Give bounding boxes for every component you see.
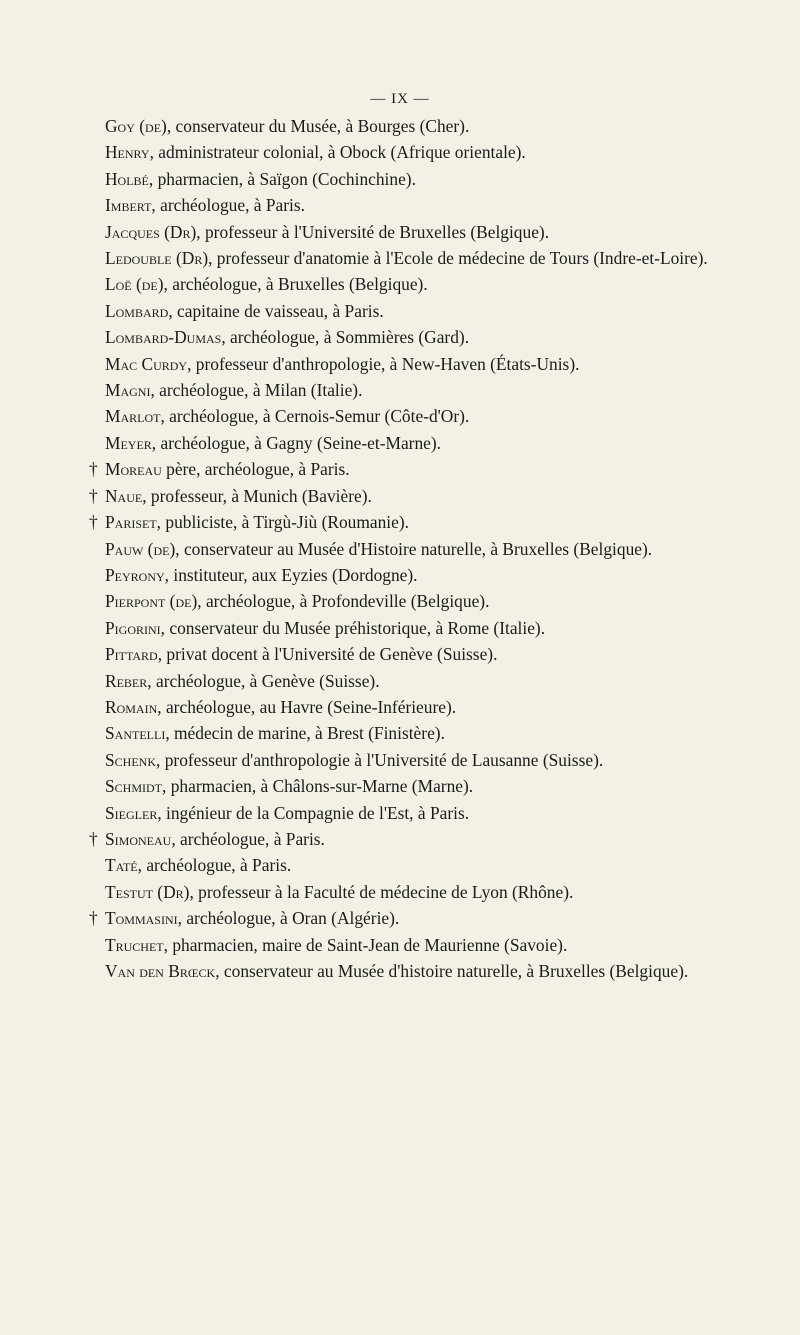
list-item xyxy=(105,219,760,245)
member-name: Holbé xyxy=(105,168,149,189)
list-item xyxy=(105,958,760,984)
member-name: Pauw (de) xyxy=(105,538,176,559)
list-item xyxy=(105,271,760,297)
list-item xyxy=(105,166,760,192)
member-description: , archéologue, à Bruxelles (Belgique). xyxy=(163,274,428,295)
member-description: , archéologue, à Profondeville (Belgique). xyxy=(197,591,490,612)
member-name: Pittard xyxy=(105,644,158,665)
member-description: , conservateur au Musée d'histoire naturelle, à Bruxelles (Belgique). xyxy=(215,961,689,981)
deceased-dagger-mark: † xyxy=(89,485,98,506)
member-description: , professeur d'anatomie à l'Ecole de médecine de Tours (Indre-et-Loire). xyxy=(208,248,708,269)
member-description: , conservateur du Musée préhistorique, à Rome (Italie). xyxy=(160,617,546,638)
member-description: , archéologue, à Oran (Algérie). xyxy=(177,908,400,929)
member-name: Ledouble (Dr) xyxy=(105,248,209,269)
member-description: , professeur à la Faculté de médecine de Lyon (Rhône). xyxy=(189,881,574,902)
member-name: Tommasini xyxy=(105,908,178,929)
member-name: Romain xyxy=(105,696,158,717)
list-item xyxy=(105,773,760,799)
list-item xyxy=(89,483,760,509)
member-name: Santelli xyxy=(105,723,166,744)
member-name: Schenk xyxy=(105,749,157,770)
deceased-dagger-mark: † xyxy=(89,512,98,533)
list-item xyxy=(105,615,760,641)
list-item xyxy=(105,324,760,350)
member-name: Schmidt xyxy=(105,776,163,797)
member-name: Naue xyxy=(105,485,143,506)
member-name: Jacques (Dr) xyxy=(105,221,197,242)
list-item xyxy=(105,139,760,165)
list-item xyxy=(105,747,760,773)
member-name: Lombard-Dumas xyxy=(105,327,222,348)
member-name: Lombard xyxy=(105,300,169,321)
member-name: Goy (de) xyxy=(105,116,167,136)
member-description: , archéologue, à Cernois-Semur (Côte-d'Or). xyxy=(160,406,470,427)
member-description: , archéologue, à Milan (Italie). xyxy=(150,380,363,401)
member-description: , professeur d'anthropologie à l'Université de Lausanne (Suisse). xyxy=(156,749,604,770)
member-name: Imbert xyxy=(105,195,152,216)
member-description: , pharmacien, maire de Saint-Jean de Maurienne (Savoie). xyxy=(163,934,568,955)
member-description: , archéologue, à Paris. xyxy=(151,195,305,216)
list-item xyxy=(105,536,760,562)
member-name: Van den Brœck xyxy=(105,961,216,981)
member-description: , archéologue, à Genève (Suisse). xyxy=(147,670,380,691)
deceased-dagger-mark: † xyxy=(89,908,98,929)
member-name: Moreau xyxy=(105,459,162,480)
member-description: , professeur d'anthropologie, à New-Haven (États-Unis). xyxy=(187,353,580,374)
member-description: , ingénieur de la Compagnie de l'Est, à Paris. xyxy=(157,802,470,823)
member-name: Meyer xyxy=(105,432,152,453)
list-item xyxy=(105,298,760,324)
member-description: , médecin de marine, à Brest (Finistère). xyxy=(165,723,445,744)
member-description: , archéologue, à Sommières (Gard). xyxy=(221,327,470,348)
list-item xyxy=(105,720,760,746)
member-name: Peyrony xyxy=(105,564,165,585)
member-description: , instituteur, aux Eyzies (Dordogne). xyxy=(164,564,418,585)
list-item xyxy=(105,245,760,271)
list-item xyxy=(105,562,760,588)
member-name: Truchet xyxy=(105,934,164,955)
member-name: Marlot xyxy=(105,406,161,427)
member-name: Testut (Dr) xyxy=(105,881,190,902)
member-name: Magni xyxy=(105,380,151,401)
list-item xyxy=(105,800,760,826)
list-item xyxy=(89,905,760,931)
list-item xyxy=(105,694,760,720)
member-description: , publiciste, à Tirgù-Jiù (Roumanie). xyxy=(156,512,409,533)
deceased-dagger-mark: † xyxy=(89,828,98,849)
list-item xyxy=(89,826,760,852)
member-list xyxy=(89,113,760,984)
member-description: , professeur, à Munich (Bavière). xyxy=(142,485,372,506)
list-item xyxy=(105,430,760,456)
list-item xyxy=(105,403,760,429)
deceased-dagger-mark: † xyxy=(89,459,98,480)
list-item xyxy=(105,879,760,905)
member-description: , archéologue, au Havre (Seine-Inférieure). xyxy=(157,696,457,717)
member-name: Loë (de) xyxy=(105,274,164,295)
member-name: Taté xyxy=(105,855,138,876)
list-item xyxy=(105,668,760,694)
member-description: , privat docent à l'Université de Genève (Suisse). xyxy=(157,644,498,665)
member-description: , archéologue, à Paris. xyxy=(171,828,325,849)
member-description: , archéologue, à Paris. xyxy=(137,855,292,876)
member-name: Mac Curdy xyxy=(105,353,188,374)
list-item xyxy=(105,641,760,667)
member-name: Simoneau xyxy=(105,828,172,849)
list-item xyxy=(105,377,760,403)
list-item xyxy=(105,113,760,139)
list-item xyxy=(105,588,760,614)
list-item xyxy=(89,456,760,482)
list-item xyxy=(105,852,760,878)
member-description: , capitaine de vaisseau, à Paris. xyxy=(168,300,384,321)
member-description: , conservateur du Musée, à Bourges (Cher). xyxy=(166,116,470,136)
member-name: Siegler xyxy=(105,802,158,823)
member-description: , archéologue, à Gagny (Seine-et-Marne). xyxy=(151,432,442,453)
member-description: , administrateur colonial, à Obock (Afrique orientale). xyxy=(149,142,526,163)
member-description: , professeur à l'Université de Bruxelles (Belgique). xyxy=(196,221,550,242)
list-item xyxy=(105,192,760,218)
member-description: , conservateur au Musée d'Histoire naturelle, à Bruxelles (Belgique). xyxy=(175,538,653,559)
member-name: Pariset xyxy=(105,512,157,533)
member-name: Pigorini xyxy=(105,617,161,638)
member-name: Pierpont (de) xyxy=(105,591,198,612)
page-number-header: — IX — xyxy=(370,91,430,107)
member-name: Reber xyxy=(105,670,148,691)
list-item xyxy=(105,932,760,958)
member-name: Henry xyxy=(105,142,150,163)
member-description: , pharmacien, à Châlons-sur-Marne (Marne). xyxy=(162,776,474,797)
list-item xyxy=(105,351,760,377)
member-description: père, archéologue, à Paris. xyxy=(161,459,350,480)
member-description: , pharmacien, à Saïgon (Cochinchine). xyxy=(148,168,416,189)
list-item xyxy=(89,509,760,535)
